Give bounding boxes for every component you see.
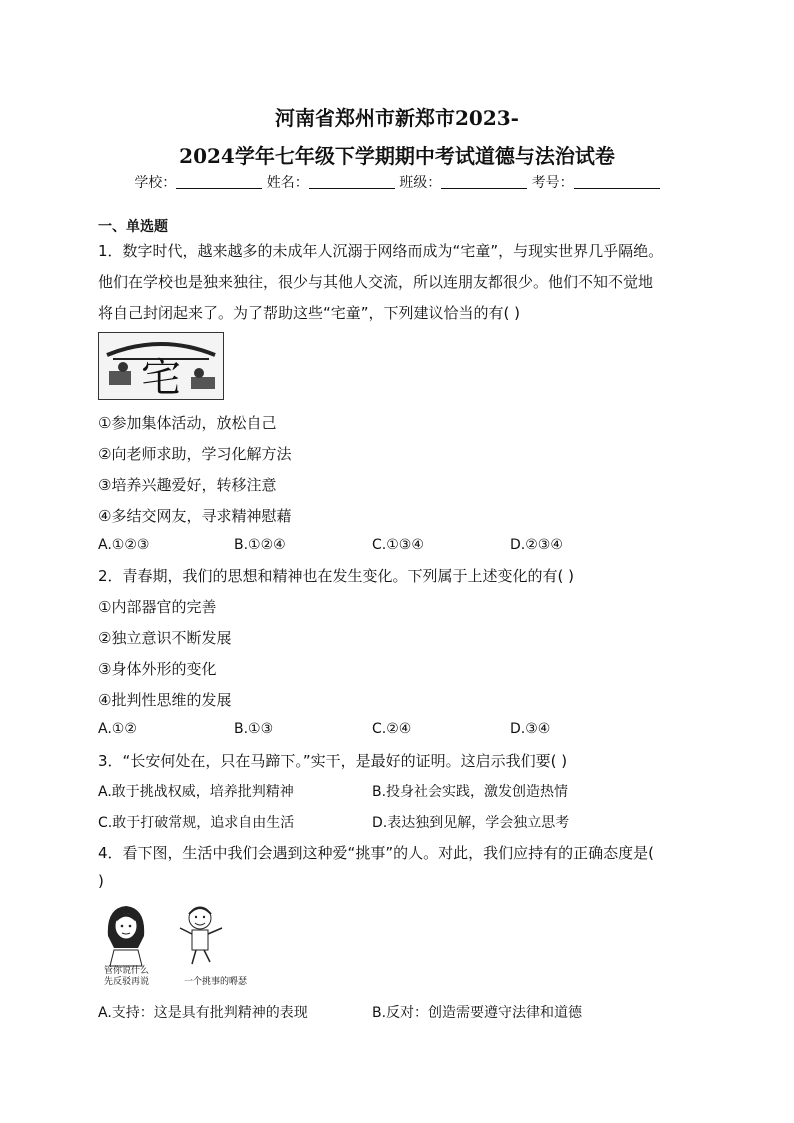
q1-text-line-2: 他们在学校也是独来独往，很少与其他人交流，所以连朋友都很少。他们不知不觉地 xyxy=(98,273,654,291)
q1-option-b[interactable]: B.①②④ xyxy=(234,537,286,553)
q4-caption-left: 管你说什么 先反驳再说 xyxy=(104,966,150,987)
q1-text-line-3: 将自己封闭起来了。为了帮助这些“宅童”，下列建议恰当的有( ) xyxy=(98,304,521,322)
q1-item-1: ①参加集体活动，放松自己 xyxy=(98,414,277,432)
student-info xyxy=(0,172,794,192)
q2-option-b[interactable]: B.①③ xyxy=(234,721,274,737)
field-class: 班级： xyxy=(399,175,442,191)
q1-option-a[interactable]: A.①②③ xyxy=(98,537,150,553)
q2-option-c[interactable]: C.②④ xyxy=(372,721,412,737)
q4-cartoon-image xyxy=(98,902,248,990)
q4-text-line-1: 4．看下图，生活中我们会遇到这种爱“挑事”的人。对此，我们应持有的正确态度是( xyxy=(98,844,654,862)
title-line-1: 河南省郑州市新郑市2023- xyxy=(275,106,519,130)
q3-option-a[interactable]: A.敢于挑战权威，培养批判精神 xyxy=(98,784,294,800)
q2-item-2: ②独立意识不断发展 xyxy=(98,629,232,647)
q2-item-3: ③身体外形的变化 xyxy=(98,660,217,678)
school-blank[interactable] xyxy=(176,174,262,189)
q3-option-c[interactable]: C.敢于打破常规，追求自由生活 xyxy=(98,815,295,831)
q1-item-2: ②向老师求助，学习化解方法 xyxy=(98,445,292,463)
q4-option-a[interactable]: A.支持：这是具有批判精神的表现 xyxy=(98,1005,308,1021)
q2-option-a[interactable]: A.①② xyxy=(98,721,137,737)
q4-caption-right: 一个挑事的嘚瑟 xyxy=(184,977,248,987)
q1-image-zhaitong xyxy=(98,332,224,400)
title-line-2: 2024学年七年级下学期期中考试道德与法治试卷 xyxy=(179,144,615,168)
q3-option-b[interactable]: B.投身社会实践，激发创造热情 xyxy=(372,784,569,800)
q1-item-4: ④多结交网友，寻求精神慰藉 xyxy=(98,507,292,525)
q3-option-d[interactable]: D.表达独到见解，学会独立思考 xyxy=(372,815,570,831)
q2-text: 2．青春期，我们的思想和精神也在发生变化。下列属于上述变化的有( ) xyxy=(98,567,575,585)
section-heading: 一、单选题 xyxy=(98,219,168,235)
q4-option-b[interactable]: B.反对：创造需要遵守法律和道德 xyxy=(372,1005,583,1021)
q1-option-d[interactable]: D.②③④ xyxy=(510,537,563,553)
q2-option-d[interactable]: D.③④ xyxy=(510,721,551,737)
q2-item-4: ④批判性思维的发展 xyxy=(98,691,232,709)
q1-option-c[interactable]: C.①③④ xyxy=(372,537,424,553)
name-blank[interactable] xyxy=(309,174,395,189)
q1-text-line-1: 1．数字时代，越来越多的未成年人沉溺于网络而成为“宅童”，与现实世界几乎隔绝。 xyxy=(98,242,664,260)
q1-item-3: ③培养兴趣爱好，转移注意 xyxy=(98,476,277,494)
number-blank[interactable] xyxy=(574,174,660,189)
q4-text-line-2: ) xyxy=(98,872,104,890)
q3-text: 3．“长安何处在，只在马蹄下。”实干，是最好的证明。这启示我们要( ) xyxy=(98,752,568,770)
class-blank[interactable] xyxy=(441,174,527,189)
field-name: 姓名： xyxy=(266,175,309,191)
field-school: 学校： xyxy=(134,175,177,191)
q2-item-1: ①内部器官的完善 xyxy=(98,598,217,616)
field-number: 考号： xyxy=(531,175,574,191)
zhai-character: 宅 xyxy=(141,355,181,399)
